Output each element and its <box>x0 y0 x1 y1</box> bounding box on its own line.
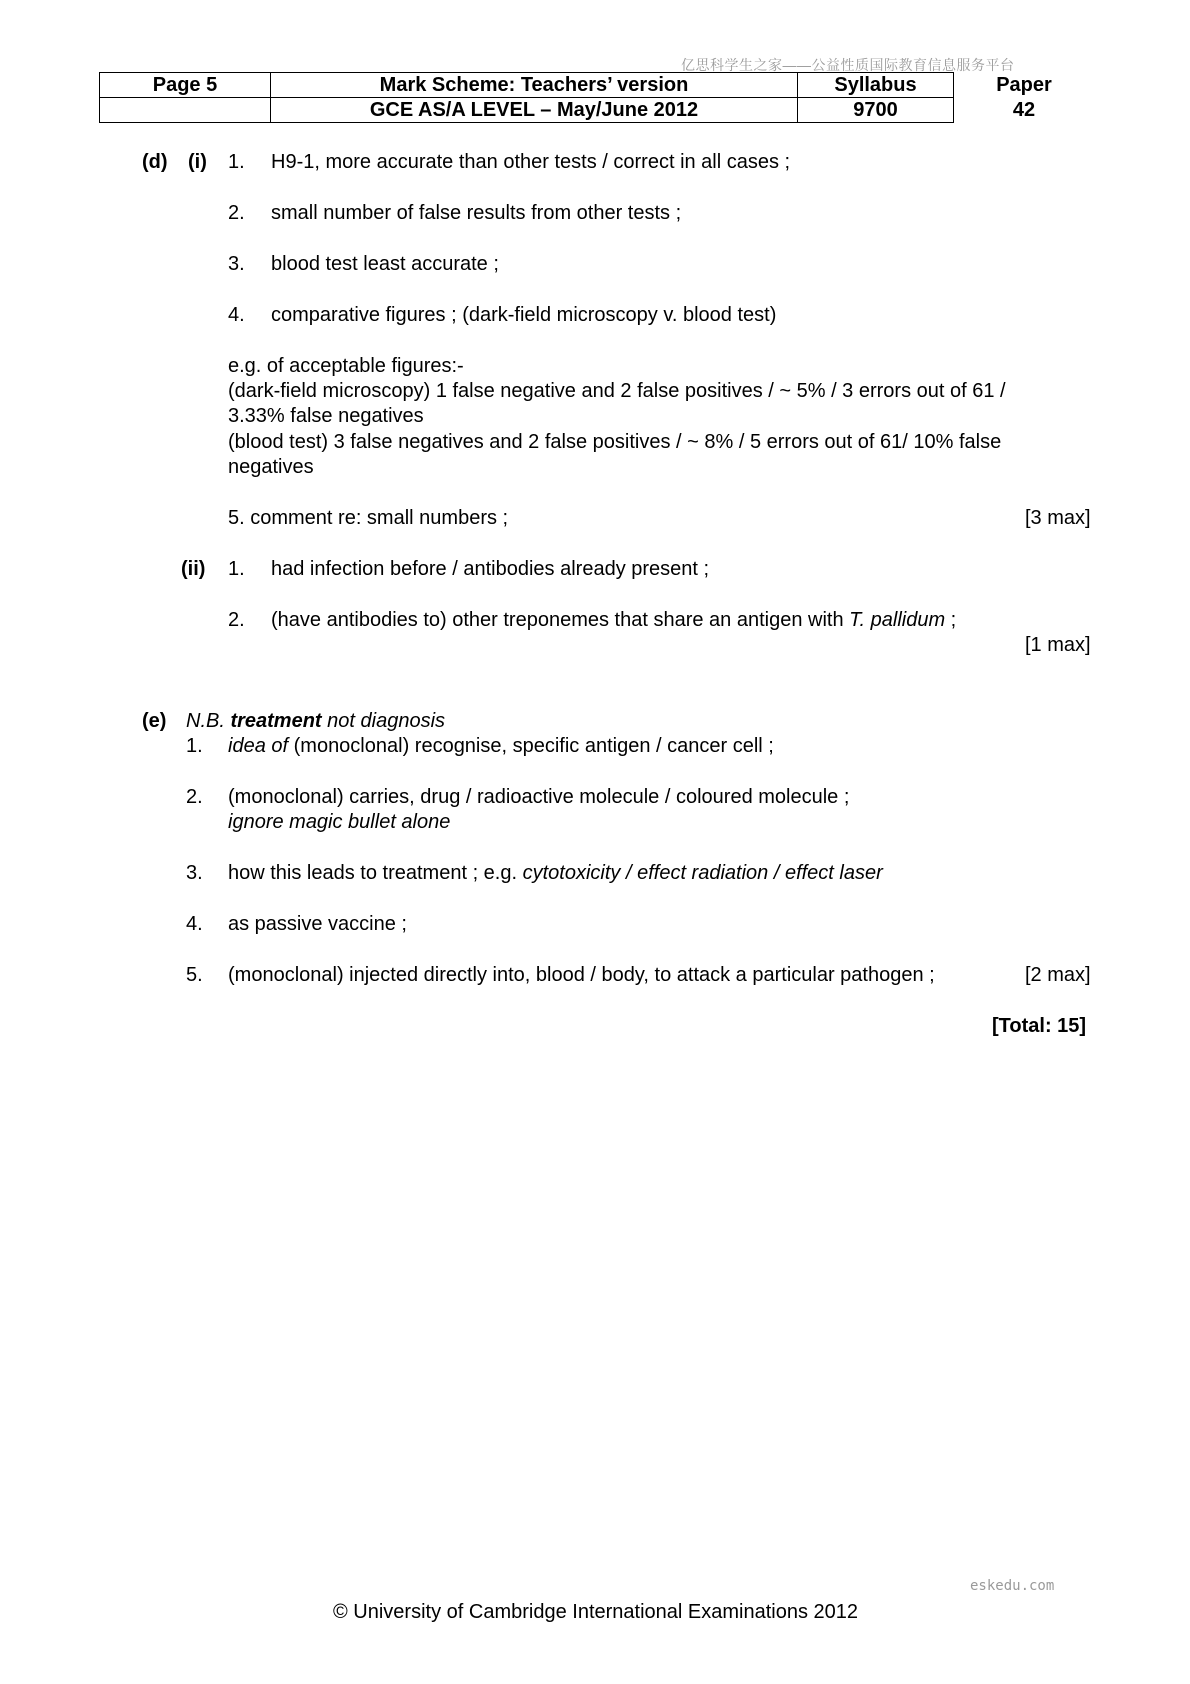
e-item-3-text <box>228 861 883 886</box>
header-paper-label: Paper <box>954 73 1095 98</box>
d-ii-item-1-text: had infection before / antibodies already present ; <box>271 558 710 580</box>
watermark-bottom: eskedu.com <box>970 1578 1055 1594</box>
e-item-3-examples: cytotoxicity / effect radiation / effect laser <box>522 862 883 884</box>
section-d-label: (d) <box>142 151 168 173</box>
section-e-label: (e) <box>142 710 167 732</box>
e-item-1-idea: idea of <box>228 735 289 757</box>
e-item-3-main: how this leads to treatment ; e.g. <box>228 862 523 884</box>
d-i-item-1-num: 1. <box>228 151 245 173</box>
e-item-2-text: (monoclonal) carries, drug / radioactive molecule / coloured molecule ; <box>228 786 850 808</box>
e-item-5-num: 5. <box>186 964 203 986</box>
header-syllabus-code: 9700 <box>798 98 954 123</box>
watermark-top: 亿思科学生之家——公益性质国际教育信息服务平台 <box>681 57 1015 73</box>
e-note <box>186 709 445 734</box>
d-ii-item-1-num: 1. <box>228 558 245 580</box>
e-item-4-num: 4. <box>186 913 203 935</box>
header-syllabus-label: Syllabus <box>798 73 954 98</box>
e-marks: [2 max] <box>1025 964 1091 986</box>
part-i-label: (i) <box>188 151 207 173</box>
example-figures-line: negatives <box>228 456 314 478</box>
d-i-marks: [3 max] <box>1025 507 1091 529</box>
e-item-4-text: as passive vaccine ; <box>228 913 407 935</box>
header-exam: GCE AS/A LEVEL – May/June 2012 <box>271 98 798 123</box>
d-i-item-4-text: comparative figures ; (dark-field microscopy v. blood test) <box>271 304 777 326</box>
e-item-2-note: ignore magic bullet alone <box>228 811 451 833</box>
header-page: Page 5 <box>100 73 271 98</box>
header-empty-cell <box>100 98 271 123</box>
d-i-item-5-text: 5. comment re: small numbers ; <box>228 507 509 529</box>
e-item-2-num: 2. <box>186 786 203 808</box>
d-i-item-2-text: small number of false results from other tests ; <box>271 202 682 224</box>
species-name: T. pallidum <box>849 609 946 631</box>
total-marks: [Total: 15] <box>992 1015 1087 1037</box>
example-figures-line: (dark-field microscopy) 1 false negative and 2 false positives / ~ 5% / 3 errors out of 61 / <box>228 380 1006 402</box>
d-i-item-2-num: 2. <box>228 202 245 224</box>
footer-copyright: © University of Cambridge International Examinations 2012 <box>333 1601 858 1623</box>
d-ii-item-2-num: 2. <box>228 609 245 631</box>
example-figures-line: 3.33% false negatives <box>228 405 424 427</box>
d-i-item-3-num: 3. <box>228 253 245 275</box>
part-ii-label: (ii) <box>181 558 206 580</box>
header-paper-number: 42 <box>954 98 1095 123</box>
e-item-1-text <box>228 734 774 759</box>
header-title: Mark Scheme: Teachers’ version <box>271 73 798 98</box>
e-note-emphasis: treatment <box>230 710 322 732</box>
d-ii-item-2-main: (have antibodies to) other treponemes that share an antigen with <box>271 609 850 631</box>
d-i-item-4-num: 4. <box>228 304 245 326</box>
e-item-3-num: 3. <box>186 862 203 884</box>
d-i-item-3-text: blood test least accurate ; <box>271 253 499 275</box>
e-item-1-main: (monoclonal) recognise, specific antigen / cancer cell ; <box>288 735 774 757</box>
e-item-1-num: 1. <box>186 735 203 757</box>
e-item-5-text: (monoclonal) injected directly into, blood / body, to attack a particular pathogen ; <box>228 964 935 986</box>
d-ii-item-2-end: ; <box>945 609 957 631</box>
e-note-prefix: N.B. <box>186 710 231 732</box>
example-figures-line: (blood test) 3 false negatives and 2 false positives / ~ 8% / 5 errors out of 61/ 10% false <box>228 431 1002 453</box>
d-ii-item-2-text <box>271 608 956 633</box>
d-ii-marks: [1 max] <box>1025 634 1091 656</box>
d-i-item-1-text: H9-1, more accurate than other tests / correct in all cases ; <box>271 151 791 173</box>
example-figures-heading: e.g. of acceptable figures:- <box>228 355 464 377</box>
header-table <box>99 72 1094 123</box>
e-note-suffix: not diagnosis <box>321 710 446 732</box>
